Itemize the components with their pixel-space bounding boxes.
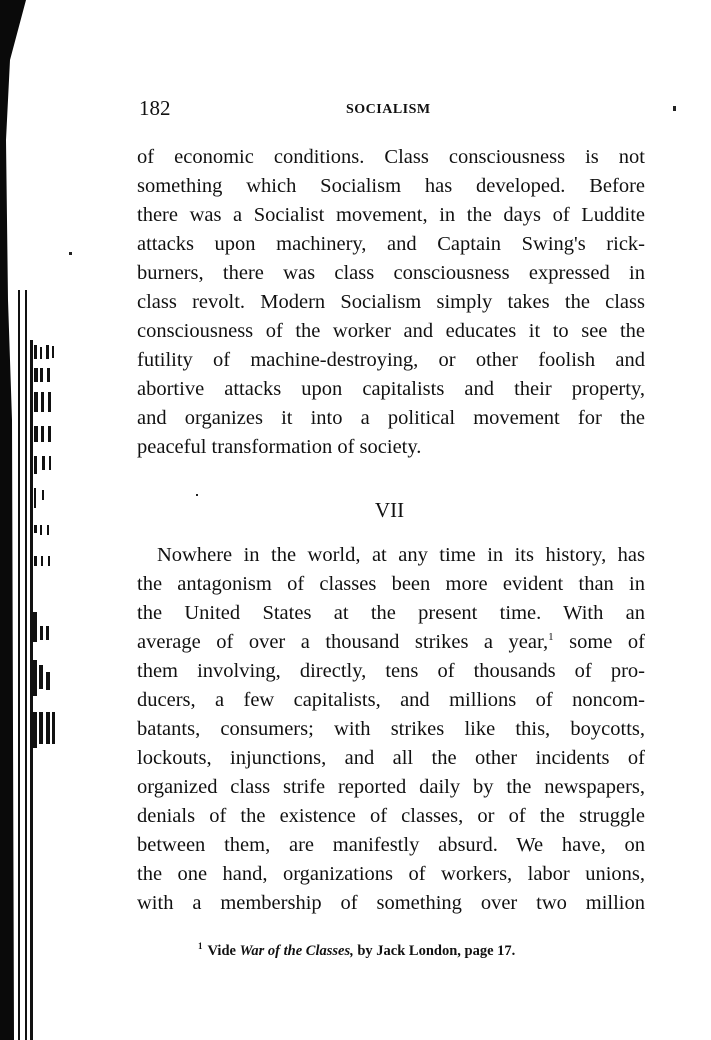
- page-number: 182: [139, 96, 171, 120]
- paragraph-continued: [137, 143, 645, 462]
- text-line: between them, are manifestly absurd. We have, on: [137, 834, 645, 856]
- text-line: organized class strife reported daily by the newspapers,: [137, 776, 645, 798]
- footnote-book-title: War of the Classes,: [239, 942, 354, 959]
- text-line: them involving, directly, tens of thousands of pro-: [137, 660, 645, 682]
- scan-speck: [673, 106, 676, 111]
- text-line: burners, there was class consciousness expressed in: [137, 262, 645, 284]
- scan-speck: [196, 494, 198, 496]
- text-line: denials of the existence of classes, or of the struggle: [137, 805, 645, 827]
- footnote-prefix: Vide: [207, 942, 240, 959]
- text-line: consciousness of the worker and educates it to see the: [137, 320, 645, 342]
- text-segment: average of over a thousand strikes a year,: [137, 631, 549, 653]
- text-line-with-footnote: [137, 628, 645, 657]
- footnote-marker: 1: [198, 941, 203, 951]
- footnote: [198, 937, 515, 960]
- footnote-reference[interactable]: 1: [548, 631, 554, 644]
- text-line: abortive attacks upon capitalists and their property,: [137, 378, 645, 400]
- text-line: lockouts, injunctions, and all the other incidents of: [137, 747, 645, 769]
- text-line: futility of machine-destroying, or other foolish and: [137, 349, 645, 371]
- section-heading: VII: [374, 498, 405, 522]
- text-segment: some of: [553, 631, 645, 653]
- text-line: peaceful transformation of society.: [137, 436, 422, 458]
- text-line: batants, consumers; with strikes like this, boycotts,: [137, 718, 645, 740]
- text-line: of economic conditions. Class consciousness is not: [137, 146, 645, 168]
- text-line: there was a Socialist movement, in the days of Luddite: [137, 204, 645, 226]
- text-line: attacks upon machinery, and Captain Swing's rick-: [137, 233, 645, 255]
- running-title: SOCIALISM: [346, 102, 431, 117]
- scan-speck: [69, 252, 72, 255]
- text-line: ducers, a few capitalists, and millions of noncom-: [137, 689, 645, 711]
- text-line: the antagonism of classes been more evident than in: [137, 573, 645, 595]
- text-line: something which Socialism has developed. Before: [137, 175, 645, 197]
- text-line: with a membership of something over two million: [137, 892, 645, 914]
- text-line: class revolt. Modern Socialism simply takes the class: [137, 291, 645, 313]
- text-line: and organizes it into a political movement for the: [137, 407, 645, 429]
- paragraph-section-vii: [137, 541, 645, 918]
- text-line: Nowhere in the world, at any time in its history, has: [157, 544, 645, 566]
- text-line: the United States at the present time. With an: [137, 602, 645, 624]
- footnote-suffix: by Jack London, page 17.: [353, 942, 516, 959]
- text-line: the one hand, organizations of workers, labor unions,: [137, 863, 645, 885]
